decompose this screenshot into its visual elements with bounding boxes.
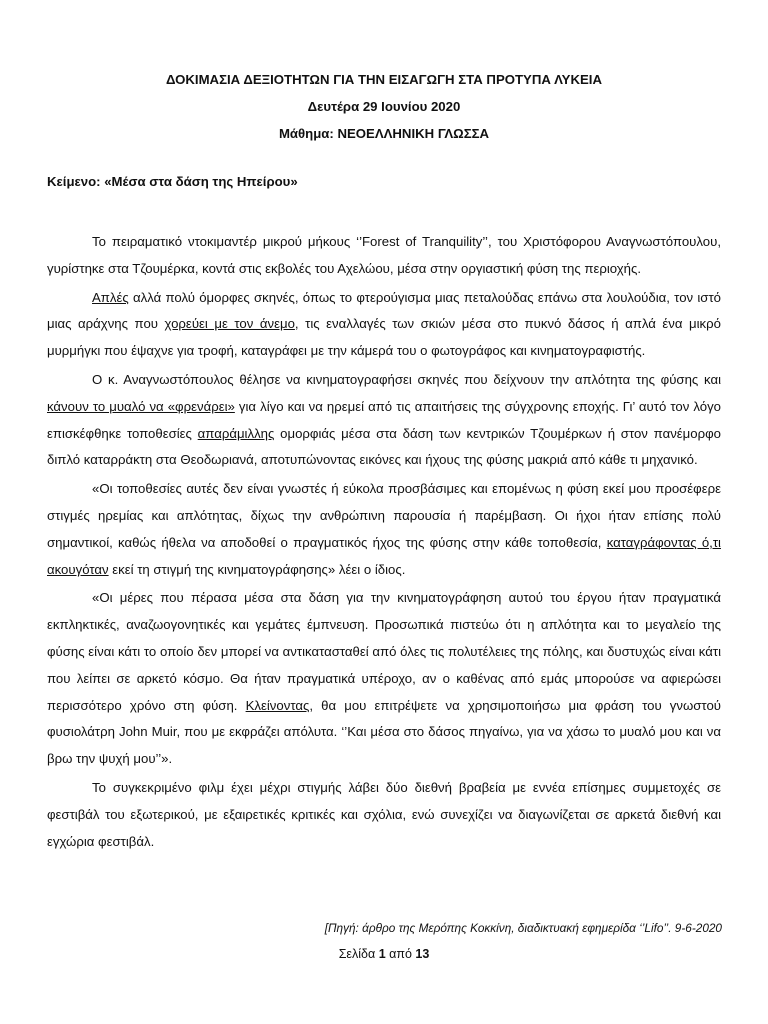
paragraph-4 — [47, 476, 721, 583]
underlined-phrase: Κλείνοντας — [245, 697, 310, 713]
current-page: 1 — [378, 947, 386, 961]
paragraph-text: «Οι μέρες που πέρασα μέσα στα δάση για την κινηματογράφηση αυτού του έργου ήταν πραγματικά εκπληκτικές, αναζωογονητικές και γεμάτες έμπνευση. Προσωπικά πιστεύω ότι η απλότητα και το μεγαλείο της φύσης είναι κάτι το οποίο δεν μπορεί να αντικατασταθεί από όλες τις πολυτέλειες της πόλης, και δυστυχώς είναι κάτι που λείπει σε αρκετό κόσμο. Θα ήταν πραγματικά υπέροχο, αν ο καθένας από εμάς μπορούσε να αφιερώσει περισσότερο χρόνο στη φύση. — [47, 590, 721, 713]
paragraph-text: αλλά πολύ όμορφες σκηνές, όπως το φτερούγισμα μιας πεταλούδας επάνω στα λουλούδια, τον ιστό μιας αράχνης που — [47, 289, 721, 332]
exam-title: ΔΟΚΙΜΑΣΙΑ ΔΕΞΙΟΤΗΤΩΝ ΓΙΑ ΤΗΝ ΕΙΣΑΓΩΓΗ ΣΤΑ ΠΡΟΤΥΠΑ ΛΥΚΕΙΑ — [166, 72, 602, 87]
paragraph-text: , τις εναλλαγές των σκιών μέσα στο πυκνό δάσος ή απλά ένα μικρό μυρμήγκι που έψαχνε για τροφή, καταγράφει με την κάμερά του ο φωτογράφος και κινηματογραφιστής. — [47, 316, 721, 359]
underlined-phrase: Απλές — [92, 289, 129, 305]
paragraph-6: Το συγκεκριμένο φιλμ έχει μέχρι στιγμής λάβει δύο διεθνή βραβεία με εννέα επίσημες συμμετοχές σε φεστιβάλ του εξωτερικού, με εξαιρετικές κριτικές και σχόλια, ενώ συνεχίζει να διαγωνίζεται σε αρκετά διεθνή και εγχώρια φεστιβάλ. — [47, 779, 721, 849]
paragraph-2 — [47, 285, 721, 365]
total-pages: 13 — [415, 947, 430, 961]
page-label: Σελίδα — [338, 947, 379, 961]
underlined-phrase: κάνουν το μυαλό να «φρενάρει» — [47, 398, 235, 414]
underlined-phrase: καταγράφοντας ό,τι ακουγόταν — [47, 534, 721, 577]
paragraph-text: «Οι τοποθεσίες αυτές δεν είναι γνωστές ή εύκολα προσβάσιμες και επομένως η φύση εκεί μου προσέφερε στιγμές ηρεμίας και απλότητας, δίχως την ανθρώπινη παρουσία ή παρέμβαση. Οι ήχοι ήταν επίσης πολύ σημαντικοί, καθώς ήθελα να αποδοθεί ο πραγματικός ήχος της φύσης στην κάθε τοποθεσία, — [47, 481, 721, 550]
paragraph-text: για λίγο και να ηρεμεί από τις απαιτήσεις της σύγχρονης εποχής. Γι’ αυτό τον λόγο επισκέφθηκε τοποθεσίες — [47, 398, 722, 441]
document-header — [0, 66, 768, 147]
underlined-phrase: χορεύει με τον άνεμο — [164, 316, 295, 332]
underlined-phrase: απαράμιλλης — [197, 425, 275, 441]
paragraph-text: Ο κ. Αναγνωστόπουλος θέλησε να κινηματογραφήσει σκηνές που δείχνουν την απλότητα της φύσης και — [92, 371, 721, 387]
paragraph-text: ομορφιάς μέσα στα δάση των κεντρικών Τζουμέρκων ή στον πανέμορφο διπλό καταρράκτη στα Θεοδωριανά, αποτυπώνοντας εικόνες και ήχους της φύσης μακριά από κάθε τι μηχανικό. — [47, 425, 721, 468]
paragraph-text: εκεί τη στιγμή της κινηματογράφησης» λέει ο ίδιος. — [108, 561, 406, 577]
page-of: από — [385, 947, 416, 961]
source-citation: [Πηγή: άρθρο της Μερόπης Κοκκίνη, διαδικτυακή εφημερίδα ‘’Lifo’’. 9-6-2020 — [324, 921, 722, 935]
page-number — [0, 947, 768, 961]
article-body — [47, 229, 721, 857]
exam-date: Δευτέρα 29 Ιουνίου 2020 — [307, 99, 461, 114]
paragraph-3 — [47, 367, 721, 474]
paragraph-text: , θα μου επιτρέψετε να χρησιμοποιήσω μια φράση του γνωστού φυσιολάτρη John Muir, που με εκφράζει απόλυτα. ‘’Και μέσα στο δάσος πηγαίνω, για να χάσω το μυαλό μου και να βρω την ψυχή μου’’». — [47, 697, 721, 767]
text-title: Κείμενο: «Μέσα στα δάση της Ηπείρου» — [47, 174, 298, 189]
paragraph-5 — [47, 585, 721, 773]
exam-subject: Μάθημα: ΝΕΟΕΛΛΗΝΙΚΗ ΓΛΩΣΣΑ — [278, 126, 490, 141]
paragraph-1: Το πειραματικό ντοκιμαντέρ μικρού μήκους ‘’Forest of Tranquility’’, του Χριστόφορου Αναγνωστόπουλου, γυρίστηκε στα Τζουμέρκα, κοντά στις εκβολές του Αχελώου, μέσα στην οργιαστική φύση της περιοχής. — [47, 234, 721, 276]
